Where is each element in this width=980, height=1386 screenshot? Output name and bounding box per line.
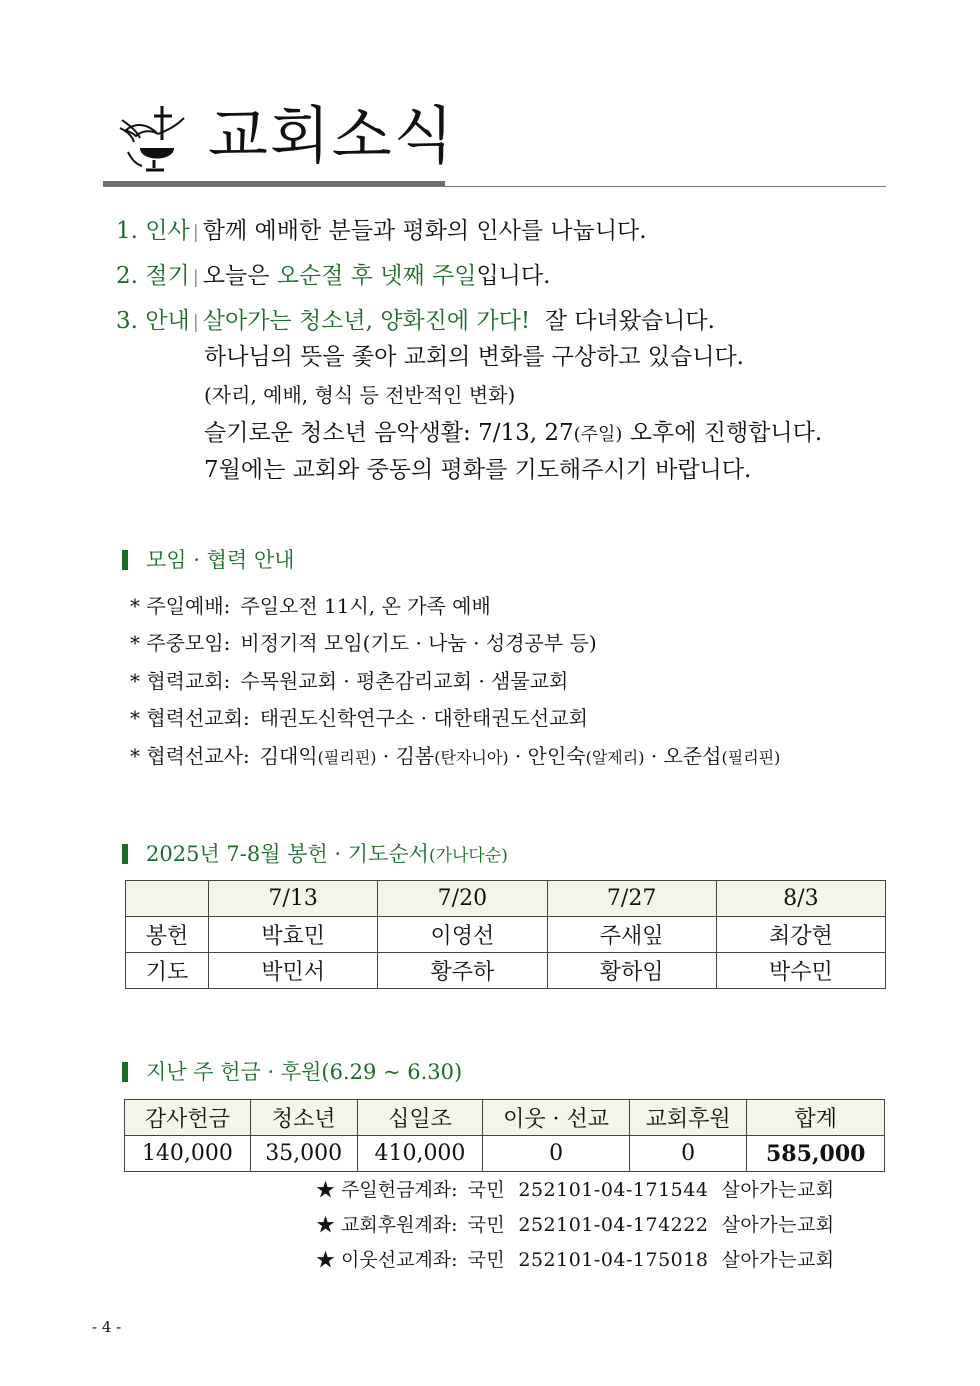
notice-label: 2. 절기 bbox=[116, 263, 190, 289]
missionary-name: 김대익 bbox=[259, 744, 318, 768]
missionary-name: 안인숙 bbox=[527, 744, 586, 768]
schedule-heading: 2025년 7-8월 봉헌 · 기도순서(가나다순) bbox=[122, 840, 508, 870]
schedule-cell: 황하임 bbox=[547, 953, 716, 989]
notice-separator: | bbox=[192, 267, 199, 288]
offering-column-header: 감사헌금 bbox=[125, 1100, 251, 1136]
schedule-cell: 박민서 bbox=[209, 953, 378, 989]
table-row bbox=[126, 917, 886, 953]
account-number: 국민 252101-04-174222 살아가는교회 bbox=[467, 1214, 835, 1236]
missionary-separator: · bbox=[508, 744, 528, 768]
account-number: 국민 252101-04-171544 살아가는교회 bbox=[467, 1179, 835, 1201]
account-label: ★ 교회후원계좌: bbox=[316, 1214, 458, 1236]
meeting-value: 태권도신학연구소 · 대한태권도선교회 bbox=[259, 706, 588, 730]
missionaries-item: * 협력선교사: 김대익(필리핀) · 김봄(탄자니아) · 안인숙(알제리) · 오준섭(필리핀) bbox=[130, 744, 781, 768]
offering-value: 0 bbox=[629, 1136, 747, 1172]
account-line bbox=[316, 1176, 835, 1204]
offering-total: 585,000 bbox=[747, 1136, 885, 1172]
missionary-separator: · bbox=[376, 744, 396, 768]
notice-2 bbox=[116, 261, 550, 293]
schedule-cell: 박효민 bbox=[209, 917, 378, 953]
offering-column-header: 청소년 bbox=[250, 1100, 357, 1136]
heading-bar bbox=[122, 550, 128, 570]
heading-bar bbox=[122, 844, 128, 864]
table-row bbox=[126, 953, 886, 989]
meeting-value: 수목원교회 · 평촌감리교회 · 샘물교회 bbox=[240, 669, 569, 693]
missionary-country: (필리핀) bbox=[721, 748, 781, 767]
missionary-country: (탄자니아) bbox=[434, 748, 509, 767]
account-number: 국민 252101-04-175018 살아가는교회 bbox=[467, 1249, 835, 1271]
notice-3-line-4: 7월에는 교회와 중동의 평화를 기도해주시기 바랍니다. bbox=[204, 457, 752, 483]
schedule-table bbox=[125, 880, 886, 989]
notice-text: 오늘은 bbox=[202, 263, 277, 289]
schedule-cell: 박수민 bbox=[716, 953, 885, 989]
schedule-cell: 황주하 bbox=[378, 953, 547, 989]
missionary-name: 김봄 bbox=[395, 744, 435, 768]
title-underline-thin bbox=[103, 186, 886, 187]
notice-label: 3. 안내 bbox=[116, 308, 190, 334]
account-label: ★ 주일헌금계좌: bbox=[316, 1179, 458, 1201]
meeting-value: 주일오전 11시, 온 가족 예배 bbox=[240, 594, 491, 618]
schedule-corner bbox=[126, 881, 209, 917]
meetings-heading: 모임 · 협력 안내 bbox=[122, 546, 294, 574]
meeting-label: * 주일예배: bbox=[130, 594, 231, 618]
meeting-value: 비정기적 모임(기도 · 나눔 · 성경공부 등) bbox=[240, 631, 597, 655]
offering-value: 140,000 bbox=[125, 1136, 251, 1172]
notice-text: 잘 다녀왔습니다. bbox=[530, 308, 715, 334]
schedule-cell: 이영선 bbox=[378, 917, 547, 953]
meeting-item bbox=[130, 704, 588, 732]
offering-table bbox=[124, 1099, 885, 1172]
offering-value: 410,000 bbox=[357, 1136, 483, 1172]
meeting-item bbox=[130, 667, 568, 695]
meeting-label: * 주중모임: bbox=[130, 631, 231, 655]
notice-3-line-3: 슬기로운 청소년 음악생활: 7/13, 27(주일) 오후에 진행합니다. bbox=[204, 420, 823, 446]
schedule-date-header: 8/3 bbox=[716, 881, 885, 917]
dove-cross-cup-icon bbox=[118, 100, 188, 178]
notice-3-line-2: (자리, 예배, 형식 등 전반적인 변화) bbox=[204, 383, 516, 407]
notice-separator: | bbox=[192, 312, 199, 333]
account-label: ★ 이웃선교계좌: bbox=[316, 1249, 458, 1271]
meeting-label: * 협력교회: bbox=[130, 669, 231, 693]
offering-value: 0 bbox=[483, 1136, 629, 1172]
missionary-country: (필리핀) bbox=[317, 748, 377, 767]
page-title: 교회소식 bbox=[208, 99, 456, 172]
schedule-date-header: 7/20 bbox=[378, 881, 547, 917]
offering-heading: 지난 주 헌금 · 후원(6.29 ~ 6.30) bbox=[122, 1058, 462, 1086]
notice-separator: | bbox=[192, 222, 199, 243]
schedule-date-header: 7/27 bbox=[547, 881, 716, 917]
offering-value: 35,000 bbox=[250, 1136, 357, 1172]
missionary-name: 오준섭 bbox=[663, 744, 722, 768]
notice-1 bbox=[116, 216, 647, 248]
notice-3-line-1: 하나님의 뜻을 좇아 교회의 변화를 구상하고 있습니다. bbox=[204, 344, 744, 370]
meeting-label: * 협력선교회: bbox=[130, 706, 250, 730]
meeting-item bbox=[130, 629, 597, 657]
schedule-cell: 최강현 bbox=[716, 917, 885, 953]
schedule-cell: 주새잎 bbox=[547, 917, 716, 953]
missionary-country: (알제리) bbox=[585, 748, 645, 767]
schedule-row-label: 기도 bbox=[126, 953, 209, 989]
notice-text: 함께 예배한 분들과 평화의 인사를 나눕니다. bbox=[202, 218, 647, 244]
meeting-item bbox=[130, 592, 491, 620]
page-number: - 4 - bbox=[92, 1318, 122, 1336]
account-line bbox=[316, 1211, 835, 1239]
offering-column-header: 십일조 bbox=[357, 1100, 483, 1136]
missionary-separator: · bbox=[644, 744, 664, 768]
offering-column-header: 교회후원 bbox=[629, 1100, 747, 1136]
notice-text: 살아가는 청소년, 양화진에 가다! bbox=[202, 308, 531, 334]
notice-label: 1. 인사 bbox=[116, 218, 190, 244]
notice-text: 오순절 후 넷째 주일 bbox=[276, 263, 477, 289]
notice-3 bbox=[116, 306, 715, 338]
offering-column-header: 이웃 · 선교 bbox=[483, 1100, 629, 1136]
schedule-date-header: 7/13 bbox=[209, 881, 378, 917]
offering-column-header: 합계 bbox=[747, 1100, 885, 1136]
notice-text: 입니다. bbox=[476, 263, 551, 289]
schedule-row-label: 봉헌 bbox=[126, 917, 209, 953]
heading-bar bbox=[122, 1062, 128, 1082]
account-line bbox=[316, 1246, 835, 1274]
